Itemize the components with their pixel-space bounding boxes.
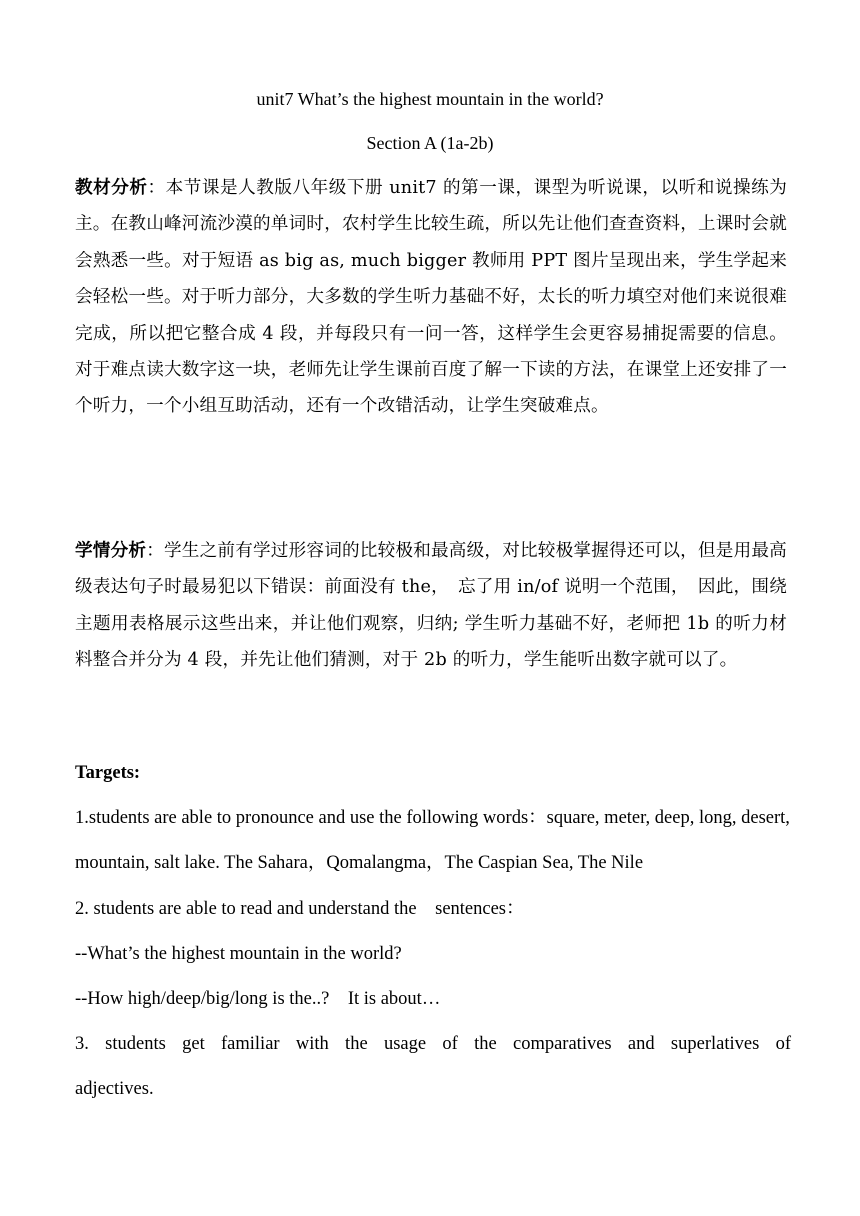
- target-sentence-2: --How high/deep/big/long is the..? It is about…: [75, 989, 441, 1009]
- targets-heading: Targets:: [75, 763, 141, 783]
- textbook-analysis-paragraph: [75, 170, 787, 425]
- textbook-analysis-label: 教材分析: [75, 177, 148, 198]
- document-title: unit7 What’s the highest mountain in the world?: [256, 89, 604, 109]
- section-subtitle: Section A (1a-2b): [366, 133, 494, 153]
- student-analysis-label: 学情分析: [75, 540, 147, 561]
- target-item-1: 1.students are able to pronounce and use the following words：square, meter, deep, long, desert, mountain, salt lake. The Sahara，Qomalangma，The Caspian Sea, The Nile: [75, 808, 790, 874]
- student-analysis-paragraph: [75, 533, 787, 679]
- student-analysis-text: ：学生之前有学过形容词的比较极和最高级，对比较极掌握得还可以，但是用最高级表达句子时最易犯以下错误：前面没有 the， 忘了用 in/of 说明一个范围， 因此，围绕主题用表格展示这些出来，并让他们观察，归纳; 学生听力基础不好，老师把 1b 的听力材料整合并分为 4 段，并先让他们猜测，对于 2b 的听力，学生能听出数字就可以了。: [75, 541, 787, 671]
- textbook-analysis-text: ：本节课是人教版八年级下册 unit7 的第一课，课型为听说课，以听和说操练为主。在教山峰河流沙漠的单词时，农村学生比较生疏，所以先让他们查查资料，上课时会就会熟悉一些。对于短语 as big as, much bigger 教师用 PPT 图片呈现出来，学生学起来会轻松一些。对于听力部分，大多数的学生听力基础不好，太长的听力填空对他们来说很难完成，所以把它整合成 4 段，并每段只有一问一答，这样学生会更容易捕捉需要的信息。对于难点读大数字这一块，老师先让学生课前百度了解一下读的方法，在课堂上还安排了一个听力，一个小组互助活动，还有一个改错活动，让学生突破难点。: [75, 178, 787, 417]
- target-sentence-1: --What’s the highest mountain in the world?: [75, 944, 402, 964]
- target-item-3: 3. students get familiar with the usage of the comparatives and superlatives of adjectives.: [75, 1034, 791, 1100]
- target-item-2: 2. students are able to read and understand the sentences：: [75, 899, 525, 919]
